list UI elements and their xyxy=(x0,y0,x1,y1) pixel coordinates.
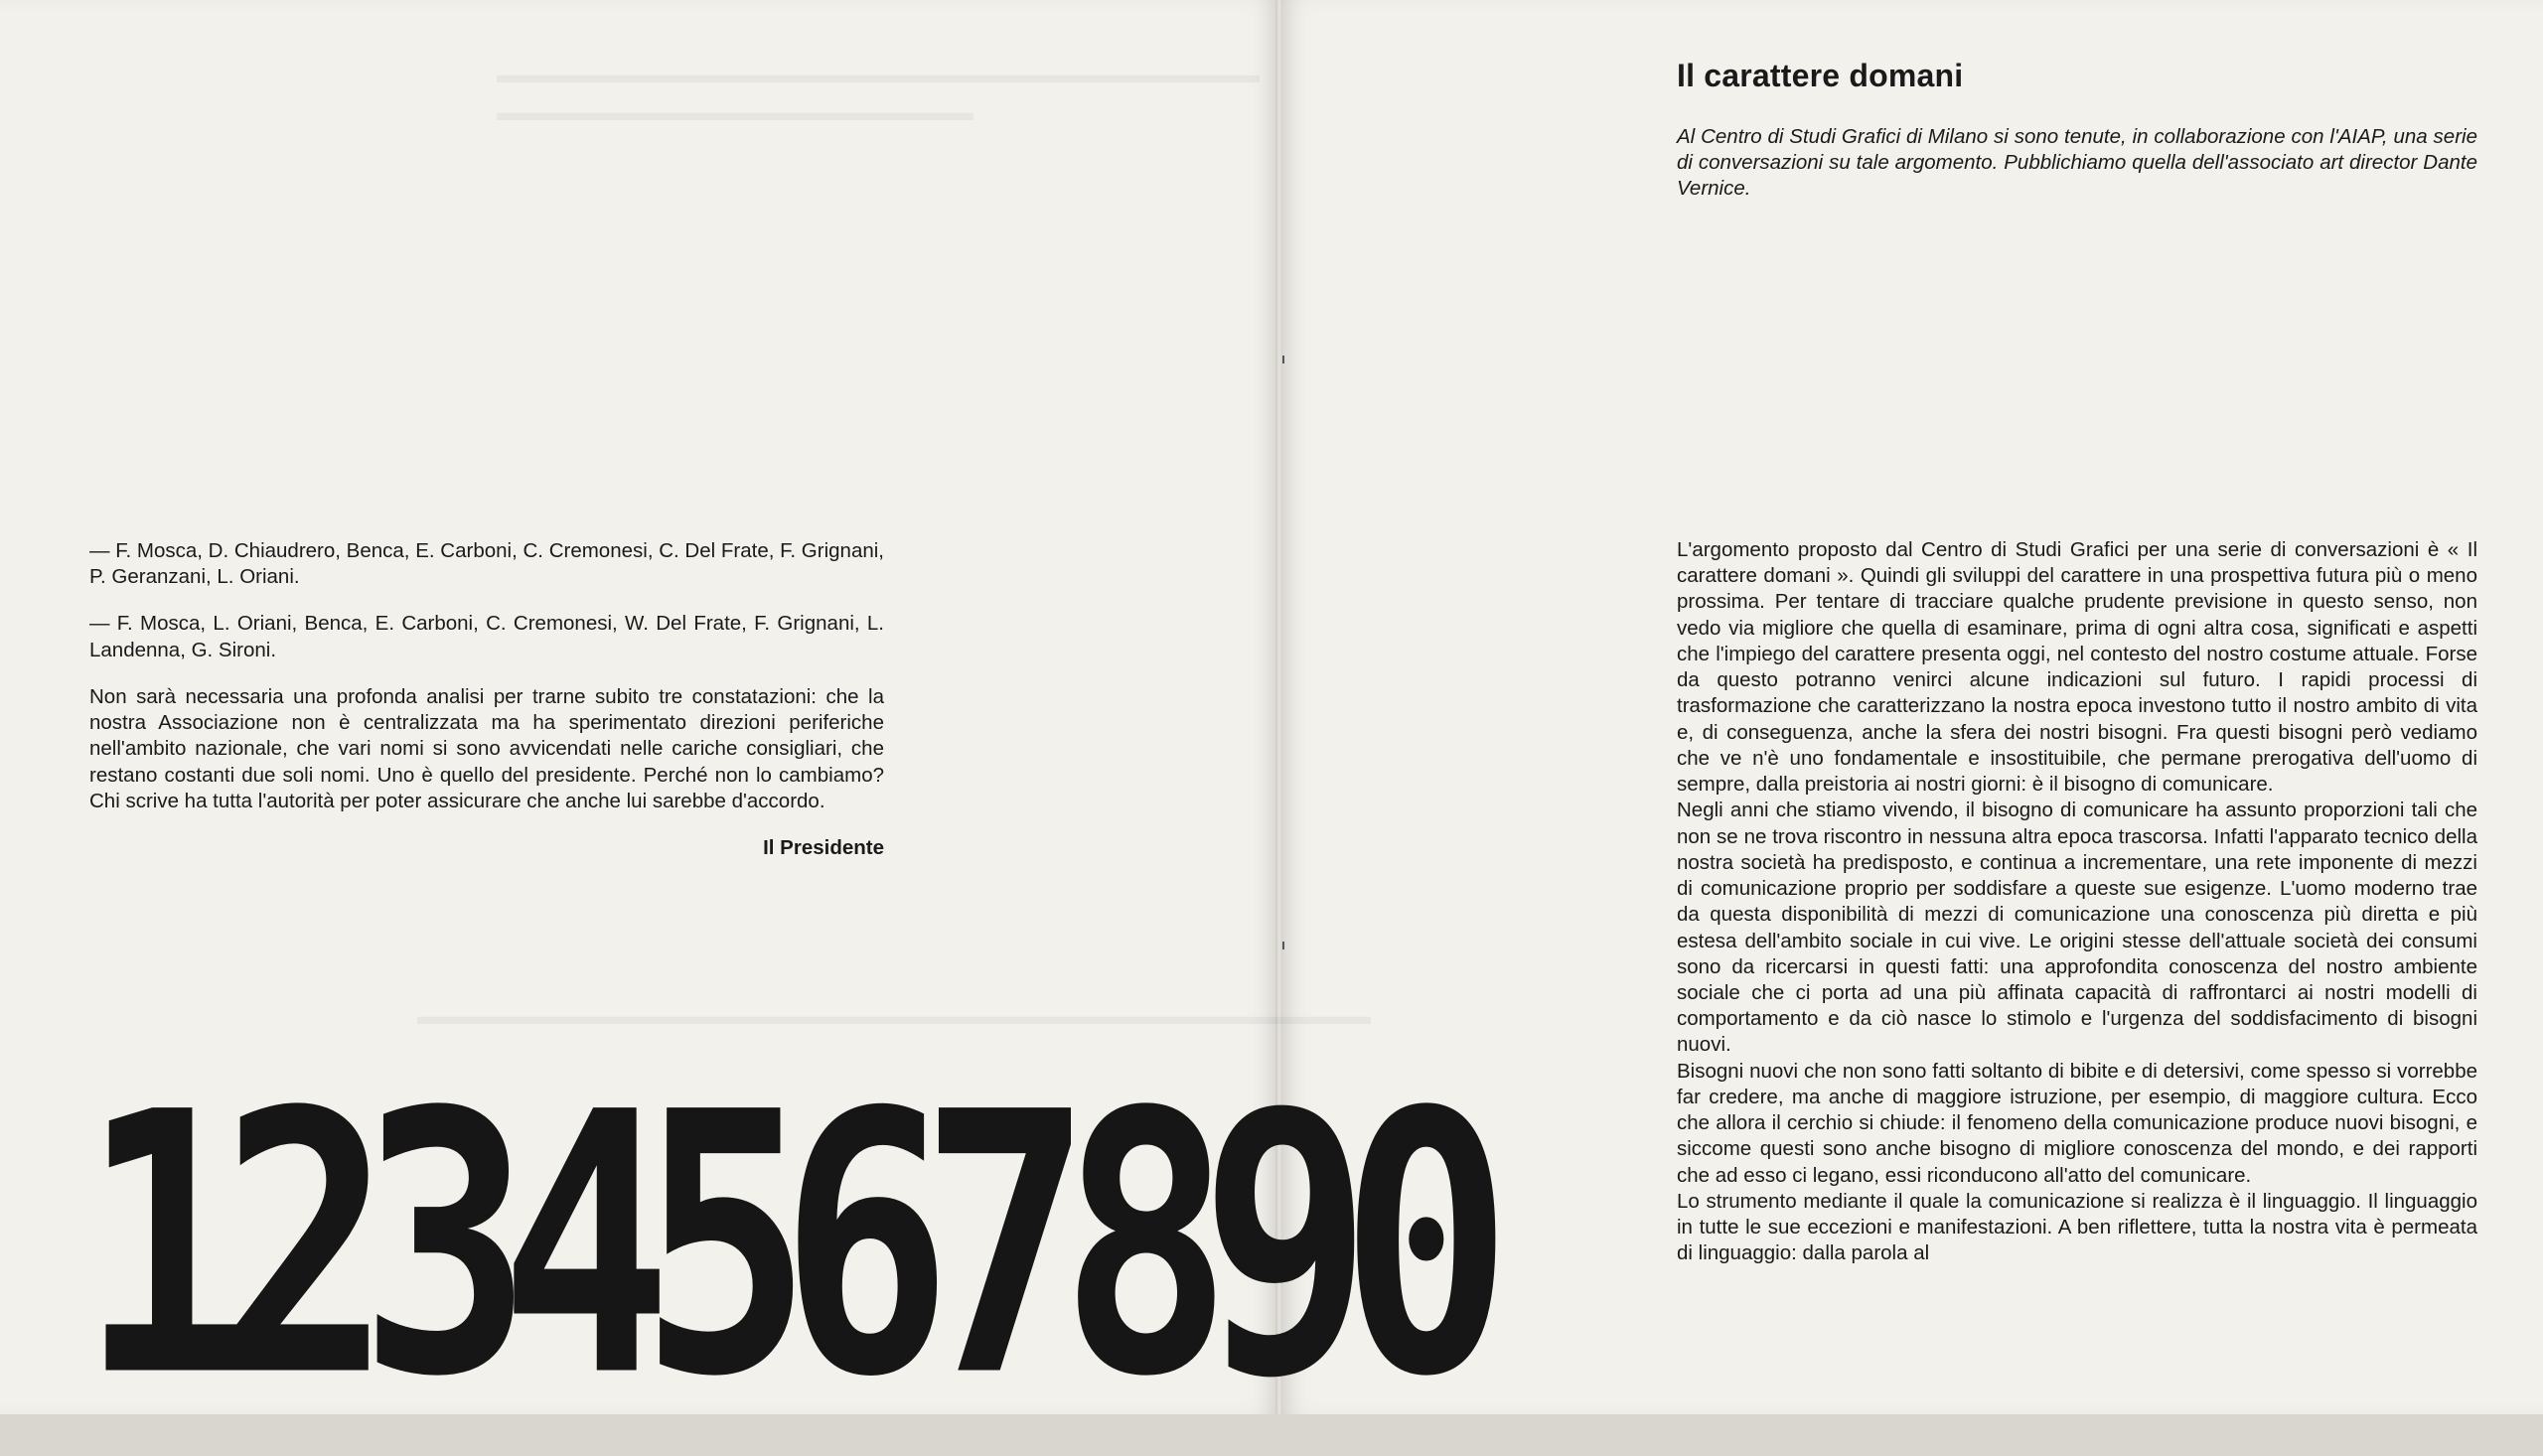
registration-mark xyxy=(1282,942,1284,949)
show-through-text xyxy=(497,62,1260,89)
digit-specimen: 1234567890 xyxy=(79,1037,1480,1456)
body-paragraph-3: Bisogni nuovi che non sono fatti soltanto di bibite e di detersivi, come spesso si vorrebbe far credere, ma anche di maggiore istruzione, per esempio, di maggiore cultura. Ecco che allora il cerchio si chiude: il fenomeno della comunicazione produce nuovi bisogni, e siccome questi sono anche bisogno di migliore conoscenza del mondo, e dei rapporti che ad esso ci legano, essi riconducono all'atto del comunicare. xyxy=(1677,1059,2477,1187)
show-through-text xyxy=(417,1003,1371,1031)
signature: Il Presidente xyxy=(763,836,884,860)
article-intro: Al Centro di Studi Grafici di Milano si sono tenute, in collaborazione con l'AIAP, una serie di conversazioni su tale argomento. Pubblichiamo quella dell'associato art director Dante Vernice. xyxy=(1677,125,2477,201)
membership-list-1: — F. Mosca, D. Chiaudrero, Benca, E. Carboni, C. Cremonesi, C. Del Frate, F. Grignani, P. Geranzani, L. Oriani. xyxy=(89,539,884,589)
left-text-block xyxy=(89,538,884,861)
article-title: Il carattere domani xyxy=(1677,58,1964,93)
body-paragraph-4: Lo strumento mediante il quale la comunicazione si realizza è il linguaggio. Il linguaggio in tutte le sue eccezioni e manifestazioni. A ben riflettere, tutta la nostra vita è permeata di linguaggio: dalla parola al xyxy=(1677,1189,2477,1265)
registration-mark xyxy=(1282,356,1284,364)
article-body xyxy=(1677,537,2477,1267)
body-paragraph-1: L'argomento proposto dal Centro di Studi Grafici per una serie di conversazioni è « Il carattere domani ». Quindi gli sviluppi del carattere in una prospettiva futura più o meno prossima. Per tentare di tracciare qualche prudente previsione in questo senso, non vedo via migliore che quella di esaminare, prima di ogni altra cosa, significati e aspetti che l'impiego del carattere presenta oggi, nel contesto del nostro costume attuale. Forse da questo potranno venirci alcune indicazioni sul futuro. I rapidi processi di trasformazione che caratterizzano la nostra epoca investono tutto il nostro ambito di vita e, di conseguenza, anche la sfera dei nostri bisogni. Fra questi bisogni però vediamo che ve n'è uno fondamentale e insostituibile, che permane prerogativa dell'uomo di sempre, dalla preistoria ai nostri giorni: è il bisogno di comunicare. xyxy=(1677,538,2477,797)
presidency-paragraph: Non sarà necessaria una profonda analisi per trarne subito tre constatazioni: che la nostra Associazione non è centralizzata ma ha sperimentato direzioni periferiche nell'ambito nazionale, che vari nomi si sono avvicendati nelle cariche consigliari, che restano costanti due soli nomi. Uno è quello del presidente. Perché non lo cambiamo? Chi scrive ha tutta l'autorità per poter assicurare che anche lui sarebbe d'accordo. xyxy=(89,684,884,812)
body-paragraph-2: Negli anni che stiamo vivendo, il bisogno di comunicare ha assunto proporzioni tali che non se ne trova riscontro in nessuna altra epoca trascorsa. Infatti l'apparato tecnico della nostra società ha predisposto, e continua a incrementare, una rete imponente di mezzi di comunicazione proprio per soddisfare a queste sue esigenze. L'uomo moderno trae da questa disponibilità di mezzi di comunicazione una conoscenza più diretta e più estesa dell'ambito sociale in cui vive. Le origini stesse dell'attuale società dei consumi sono da ricercarsi in questi fatti: una approfondita conoscenza del nostro ambiente sociale che ci porta ad una più affinata capacità di raffrontarci ai nostri modelli di comportamento e da ciò nasce lo stimolo e l'urgenza del soddisfacimento di bisogni nuovi. xyxy=(1677,799,2477,1057)
show-through-text xyxy=(497,99,973,127)
membership-list-2: — F. Mosca, L. Oriani, Benca, E. Carboni, C. Cremonesi, W. Del Frate, F. Grignani, L. Landenna, G. Sironi. xyxy=(89,612,884,661)
